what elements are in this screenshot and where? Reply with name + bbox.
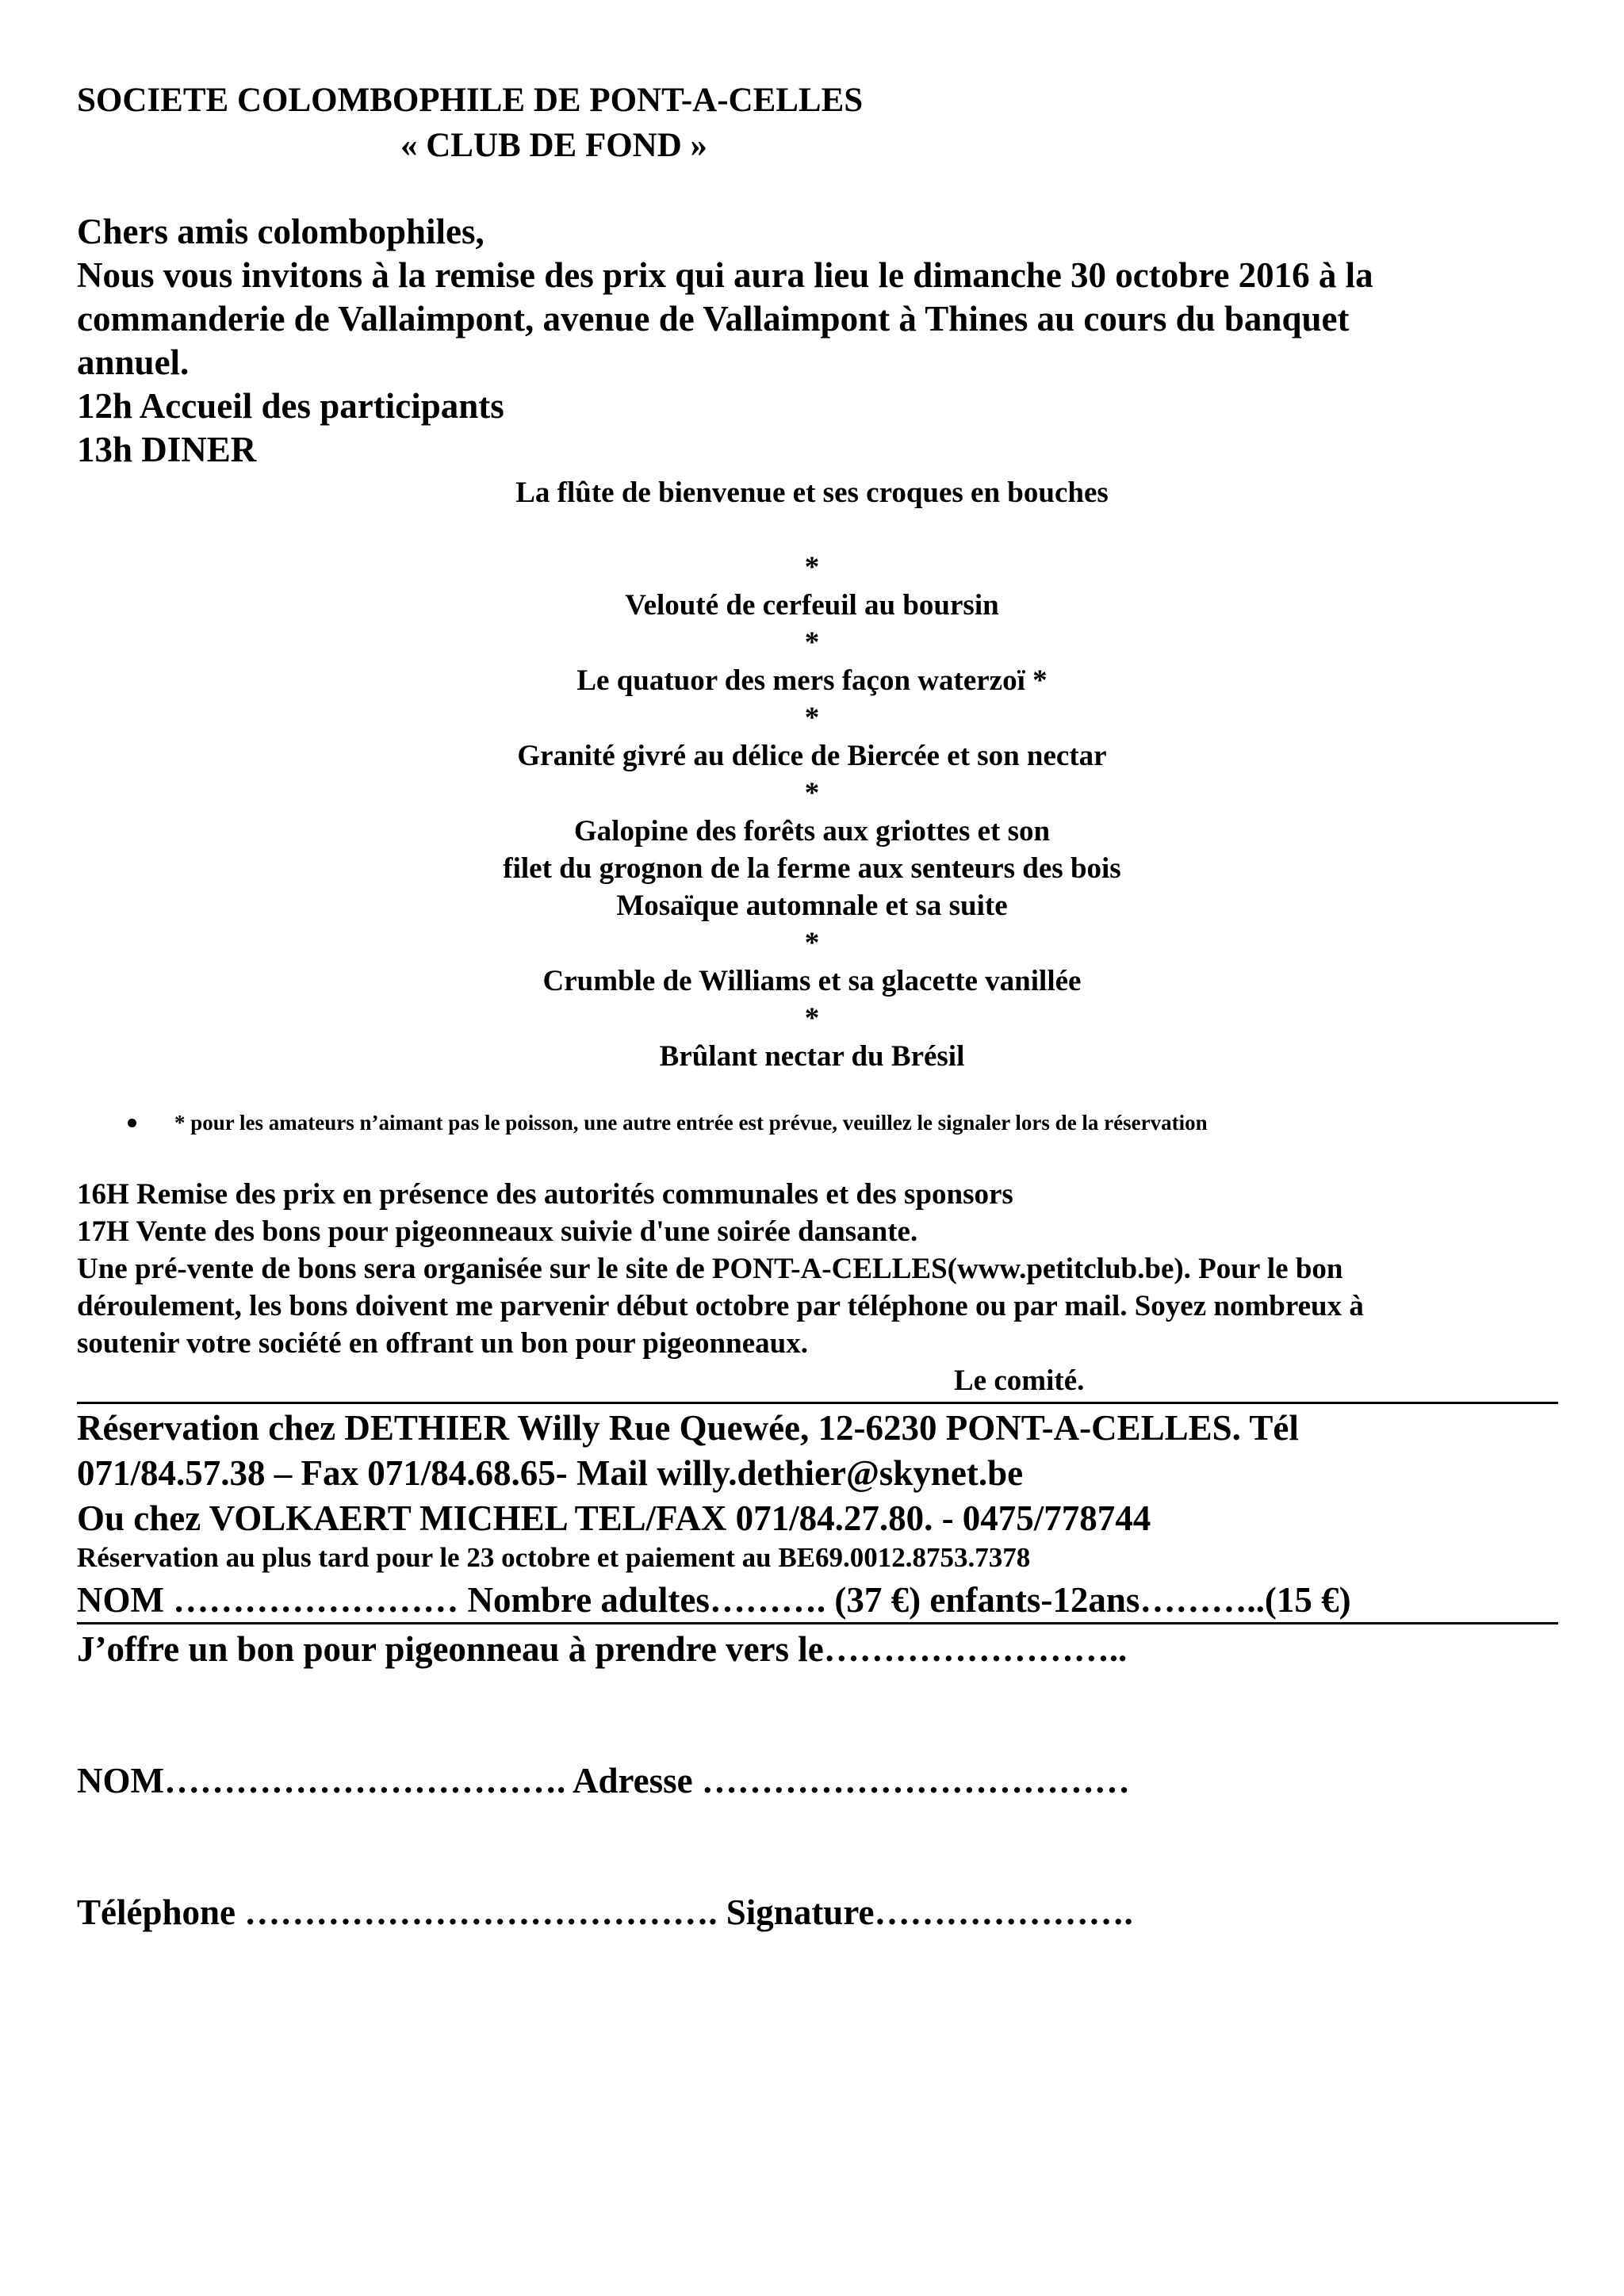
reservation-form-line: NOM …………………… Nombre adultes………. (37 €) enfants-12ans………..(15 €) xyxy=(77,1580,1351,1620)
reservation-line-1: Réservation chez DETHIER Willy Rue Quewée, 12-6230 PONT-A-CELLES. Tél xyxy=(77,1408,1299,1448)
menu-footnote: * pour les amateurs n’aimant pas le poisson, une autre entrée est prévue, veuillez le signaler lors de la réservation xyxy=(174,1111,1208,1135)
menu-separator: * xyxy=(804,927,820,959)
menu-item: Mosaïque automnale et sa suite xyxy=(616,890,1008,922)
program-line-3: Une pré-vente de bons sera organisée sur le site de PONT-A-CELLES(www.petitclub.be). Pour le bon xyxy=(77,1253,1343,1285)
menu-item: La flûte de bienvenue et ses croques en bouches xyxy=(515,476,1109,509)
menu-separator: * xyxy=(804,702,820,734)
voucher-offer-line: J’offre un bon pour pigeonneau à prendre vers le…………………….. xyxy=(77,1629,1128,1669)
committee-signature: Le comité. xyxy=(954,1364,1085,1397)
menu-item: Granité givré au délice de Biercée et son nectar xyxy=(517,740,1107,772)
greeting: Chers amis colombophiles, xyxy=(77,212,485,251)
reservation-deadline: Réservation au plus tard pour le 23 octobre et paiement au BE69.0012.8753.7378 xyxy=(77,1542,1031,1573)
schedule-accueil: 12h Accueil des participants xyxy=(77,386,504,426)
reservation-line-3: Ou chez VOLKAERT MICHEL TEL/FAX 071/84.27.80. - 0475/778744 xyxy=(77,1498,1151,1538)
org-title: SOCIETE COLOMBOPHILE DE PONT-A-CELLES xyxy=(77,82,864,119)
voucher-phone-signature-line: Téléphone …………………………………. Signature…………………. xyxy=(77,1892,1133,1932)
menu-item: Crumble de Williams et sa glacette vanillée xyxy=(542,965,1082,997)
menu-item: Brûlant nectar du Brésil xyxy=(659,1040,965,1073)
menu-separator: * xyxy=(804,551,820,584)
reservation-line-2: 071/84.57.38 – Fax 071/84.68.65- Mail willy.dethier@skynet.be xyxy=(77,1453,1024,1493)
divider-bottom xyxy=(77,1622,1558,1624)
program-line-1: 16H Remise des prix en présence des autorités communales et des sponsors xyxy=(77,1178,1013,1211)
menu-item: Galopine des forêts aux griottes et son xyxy=(573,815,1051,848)
program-line-5: soutenir votre société en offrant un bon pour pigeonneaux. xyxy=(77,1327,808,1360)
invitation-line-2: commanderie de Vallaimpont, avenue de Vallaimpont à Thines au cours du banquet xyxy=(77,299,1350,339)
menu-item: Le quatuor des mers façon waterzoï * xyxy=(576,664,1048,697)
divider-top xyxy=(77,1402,1558,1404)
invitation-line-3: annuel. xyxy=(77,342,190,382)
menu-separator: * xyxy=(804,777,820,809)
voucher-name-address-line: NOM……………………………. Adresse ……………………………… xyxy=(77,1761,1130,1800)
menu-separator: * xyxy=(804,1002,820,1035)
menu-separator: * xyxy=(804,626,820,659)
program-line-4: déroulement, les bons doivent me parvenir début octobre par téléphone ou par mail. Soyez nombreux à xyxy=(77,1290,1364,1322)
club-title: « CLUB DE FOND » xyxy=(400,127,708,164)
program-line-2: 17H Vente des bons pour pigeonneaux suivie d'une soirée dansante. xyxy=(77,1215,918,1248)
schedule-diner: 13h DINER xyxy=(77,430,257,469)
menu-item: Velouté de cerfeuil au boursin xyxy=(625,589,999,622)
menu-item: filet du grognon de la ferme aux senteurs des bois xyxy=(503,852,1121,885)
invitation-line-1: Nous vous invitons à la remise des prix qui aura lieu le dimanche 30 octobre 2016 à la xyxy=(77,255,1373,295)
bullet-icon xyxy=(128,1119,136,1127)
